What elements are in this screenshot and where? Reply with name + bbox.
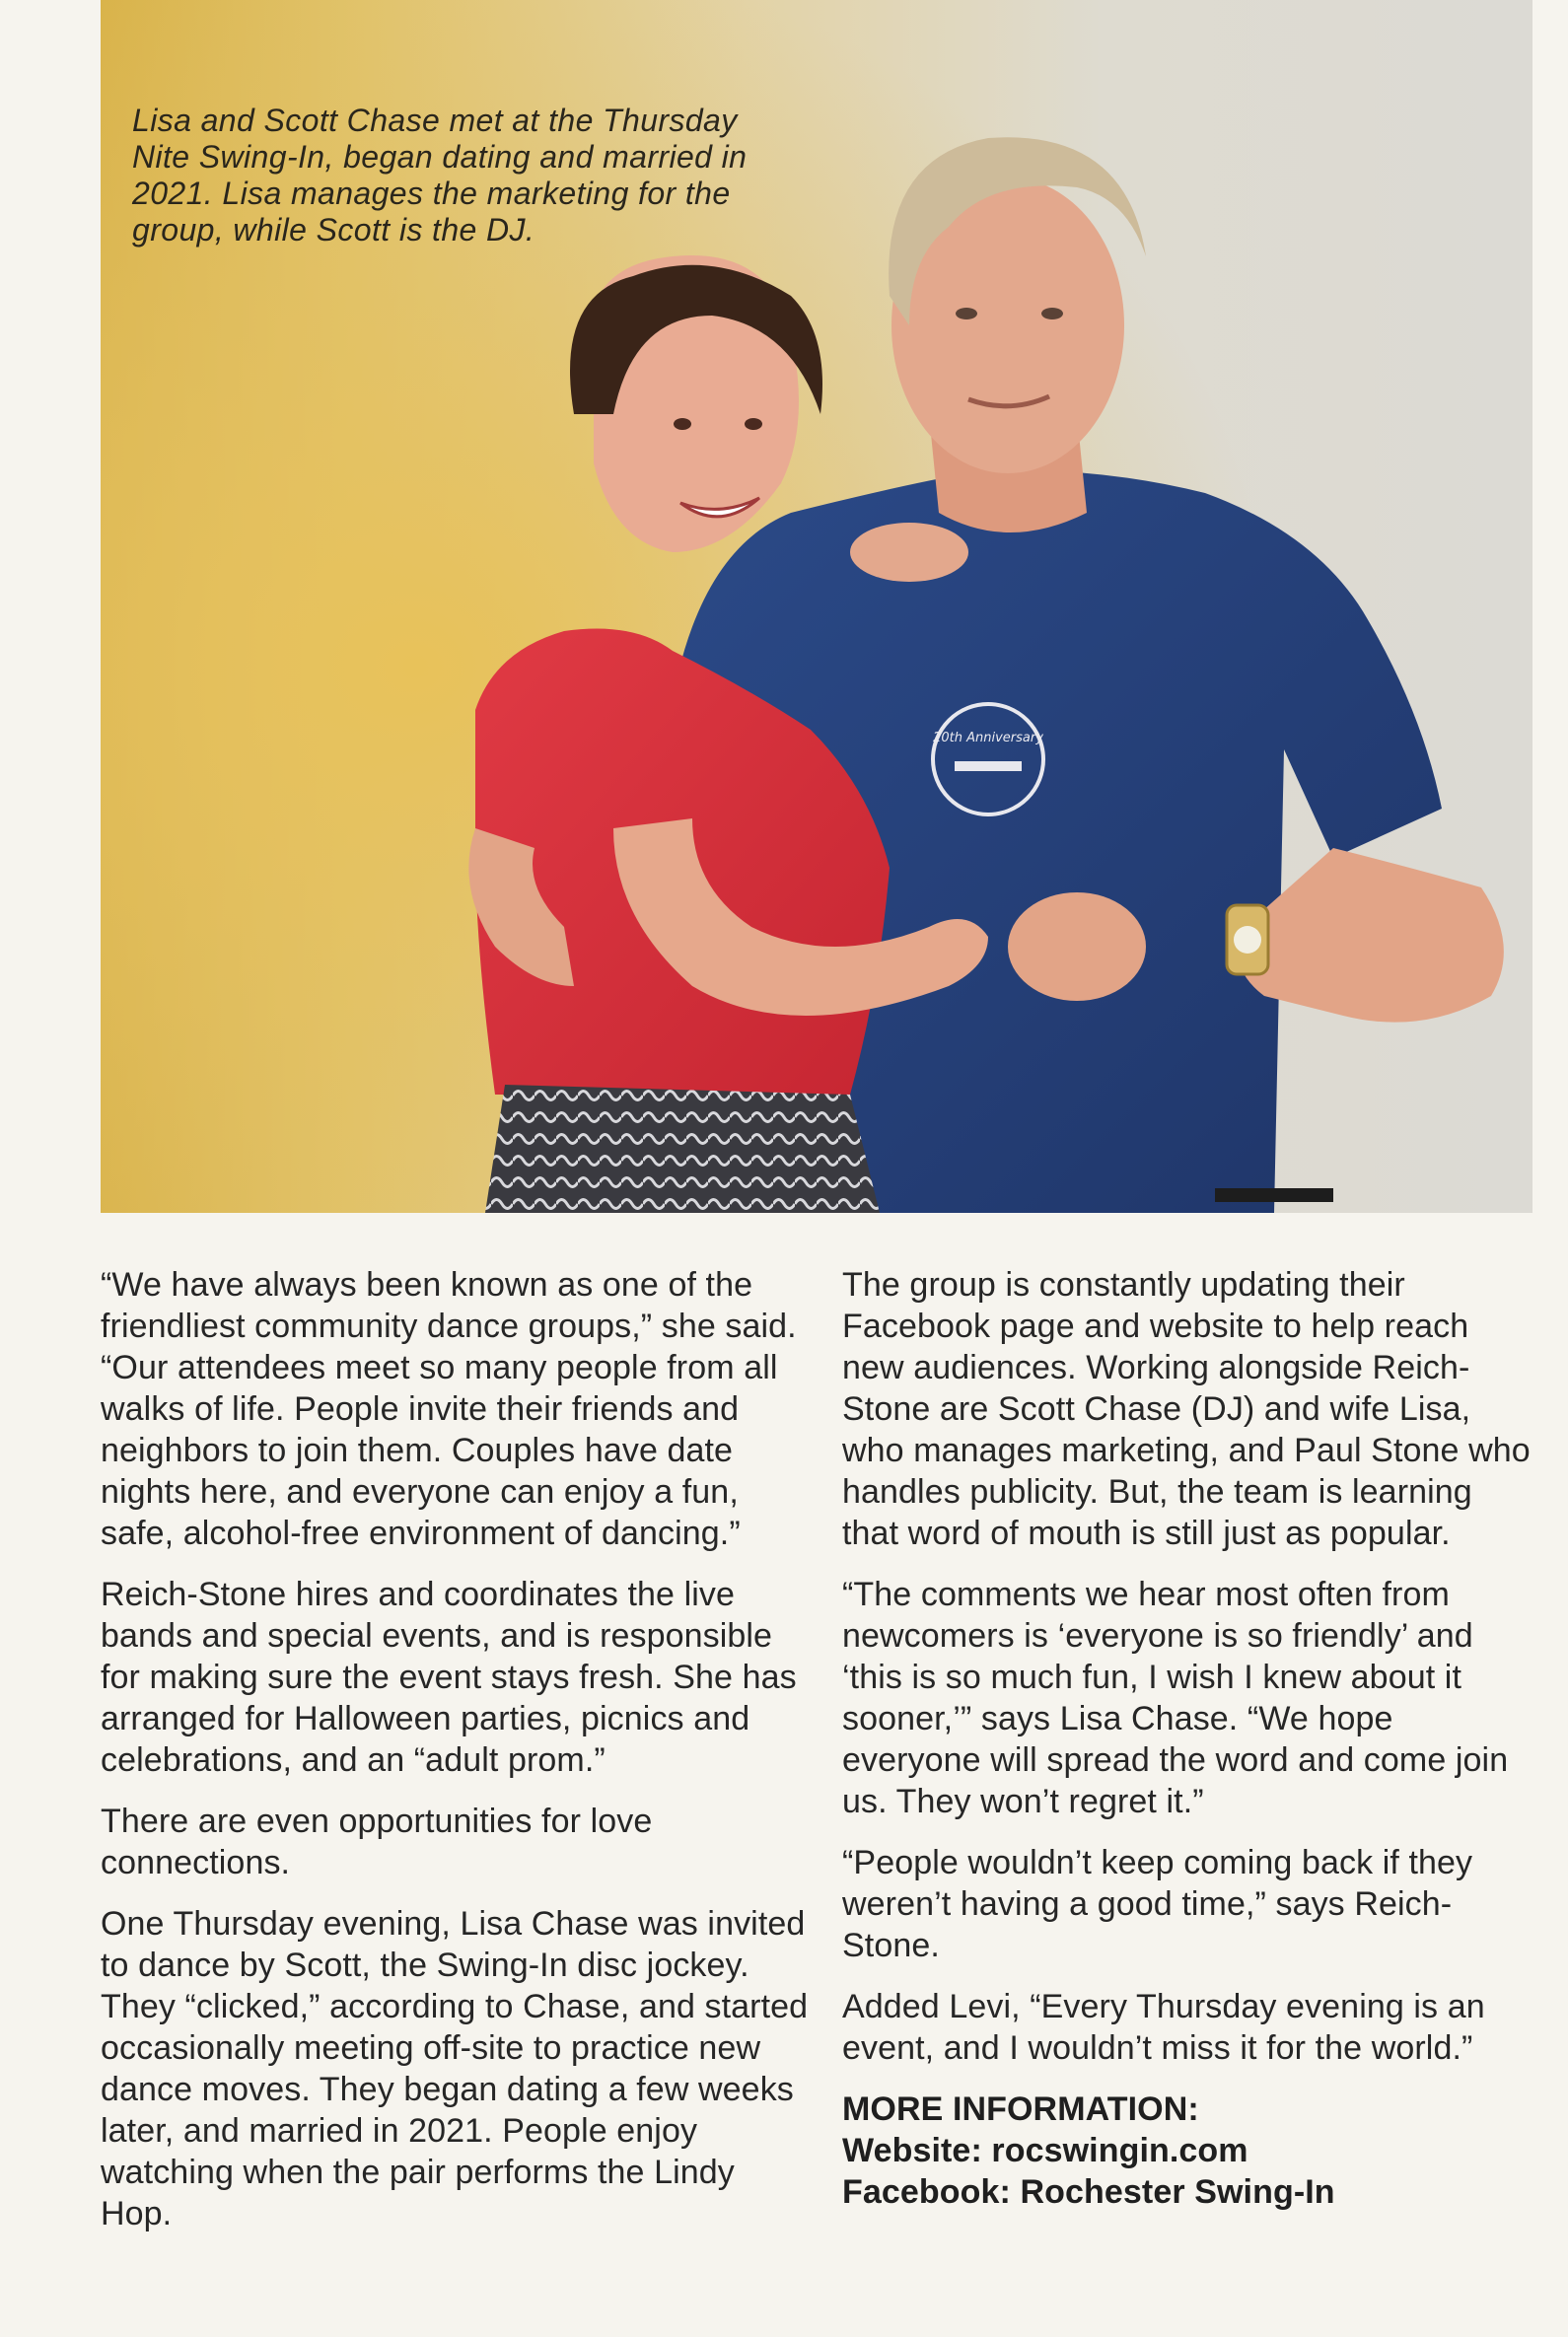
more-info-heading: MORE INFORMATION: bbox=[842, 2090, 1199, 2128]
svg-text:20th Anniversary: 20th Anniversary bbox=[933, 731, 1043, 745]
paragraph: One Thursday evening, Lisa Chase was invited to dance by Scott, the Swing-In disc jockey. They “clicked,” according to Chase, and started occasionally meeting off-site to practice new dance moves. They began dating a few weeks later, and married in 2021. People enjoy watching when the pair performs the Lindy Hop. bbox=[101, 1905, 809, 2232]
paragraph: Added Levi, “Every Thursday evening is an event, and I wouldn’t miss it for the world.” bbox=[842, 1988, 1485, 2067]
paragraph: There are even opportunities for love connections. bbox=[101, 1803, 653, 1881]
facebook-link[interactable]: Facebook: Rochester Swing-In bbox=[842, 2173, 1335, 2211]
couple-photo bbox=[101, 0, 1532, 1213]
website-link[interactable]: Website: rocswingin.com bbox=[842, 2132, 1248, 2169]
paragraph: The group is constantly updating their Facebook page and website to help reach new audiences. Working alongside Reich-Stone are Scott Chase (DJ) and wife Lisa, who manages marketing, and Paul Stone who handles publicity. But, the team is learning that word of mouth is still just as popular. bbox=[842, 1266, 1531, 1552]
article-right-column bbox=[842, 1264, 1532, 2213]
paragraph: “We have always been known as one of the friendliest community dance groups,” she said. “Our attendees meet so many people from all walks of life. People invite their friends and neighbors to join them. Couples have date nights here, and everyone can enjoy a fun, safe, alcohol-free environment of dancing.” bbox=[101, 1266, 797, 1552]
paragraph: “People wouldn’t keep coming back if they weren’t having a good time,” says Reich-Stone. bbox=[842, 1844, 1473, 1964]
photo-caption: Lisa and Scott Chase met at the Thursday Nite Swing-In, began dating and married in 2021. Lisa manages the marketing for the group, while Scott is the DJ. bbox=[132, 103, 748, 248]
paragraph: Reich-Stone hires and coordinates the live bands and special events, and is responsible for making sure the event stays fresh. She has arranged for Halloween parties, picnics and celebrations, and an “adult prom.” bbox=[101, 1576, 797, 1779]
article-left-column bbox=[101, 1264, 811, 2254]
more-information-block bbox=[842, 2089, 1532, 2213]
paragraph: “The comments we hear most often from newcomers is ‘everyone is so friendly’ and ‘this is so much fun, I wish I knew about it sooner,’” says Lisa Chase. “We hope everyone will spread the word and come join us. They won’t regret it.” bbox=[842, 1576, 1509, 1820]
